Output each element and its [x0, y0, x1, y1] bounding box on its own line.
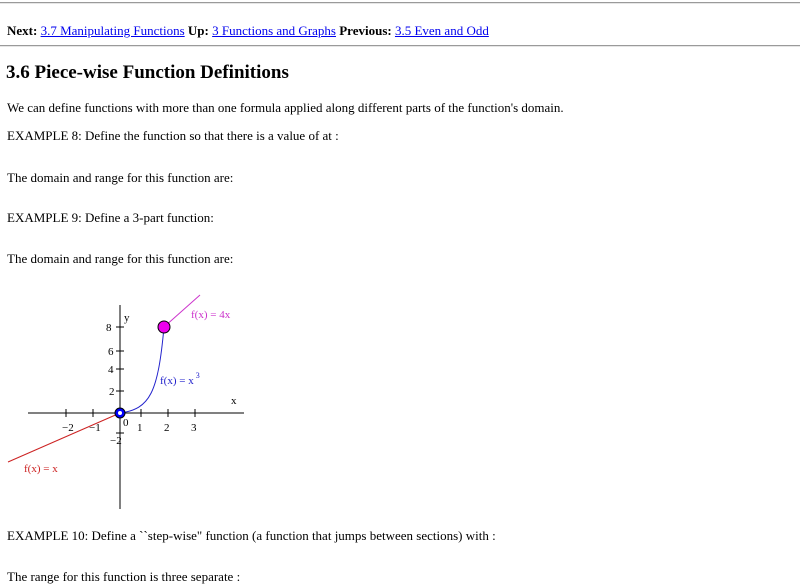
- cubic-function-label: [160, 371, 200, 387]
- identity-function-label: f(x) = x: [24, 463, 58, 475]
- open-endpoint-center: [118, 411, 122, 415]
- domain-range-paragraph-2: The domain and range for this function are:: [7, 251, 234, 266]
- next-link[interactable]: 3.7 Manipulating Functions: [40, 23, 185, 38]
- x-tick-label: 2: [164, 422, 170, 434]
- y-tick-label: 6: [108, 346, 114, 358]
- y-tick-label: 4: [108, 364, 114, 376]
- cubic-function-exponent: 3: [195, 371, 200, 380]
- closed-endpoint-marker: [158, 321, 170, 333]
- x-tick-label: 1: [137, 422, 143, 434]
- next-label: Next:: [7, 23, 38, 38]
- intro-paragraph: We can define functions with more than one formula applied along different parts of the function's domain.: [7, 100, 564, 115]
- example-10-paragraph: EXAMPLE 10: Define a ``step-wise" function (a function that jumps between sections) with :: [7, 528, 496, 543]
- cubic-function-base: f(x) = x: [160, 375, 194, 387]
- previous-link[interactable]: 3.5 Even and Odd: [394, 23, 489, 38]
- x-tick-label: −1: [89, 422, 101, 434]
- x-axis-label: x: [231, 395, 237, 407]
- up-label: Up:: [187, 23, 209, 38]
- y-tick-label: 2: [109, 386, 115, 398]
- y-tick-label: 8: [106, 322, 112, 334]
- previous-label: Previous:: [339, 23, 392, 38]
- up-link[interactable]: 3 Functions and Graphs: [212, 23, 336, 38]
- linear-function-label: f(x) = 4x: [191, 309, 231, 321]
- navigation-bar: [7, 23, 489, 39]
- top-rule: [0, 2, 800, 4]
- x-tick-label: −2: [62, 422, 74, 434]
- piecewise-graph: [0, 283, 260, 515]
- example-9-paragraph: EXAMPLE 9: Define a 3-part function:: [7, 210, 214, 225]
- y-axis-label: y: [124, 312, 130, 324]
- page-title: 3.6 Piece-wise Function Definitions: [6, 62, 289, 83]
- cubic-piece: [120, 327, 164, 413]
- identity-piece: [8, 413, 120, 462]
- x-tick-label: 3: [191, 422, 197, 434]
- example-8-paragraph: EXAMPLE 8: Define the function so that there is a value of at :: [7, 128, 339, 143]
- origin-label: 0: [123, 417, 129, 429]
- domain-range-paragraph-1: The domain and range for this function are:: [7, 170, 234, 185]
- range-three-paragraph: The range for this function is three separate :: [7, 569, 241, 584]
- nav-rule: [0, 45, 800, 47]
- y-tick-label: −2: [110, 435, 122, 447]
